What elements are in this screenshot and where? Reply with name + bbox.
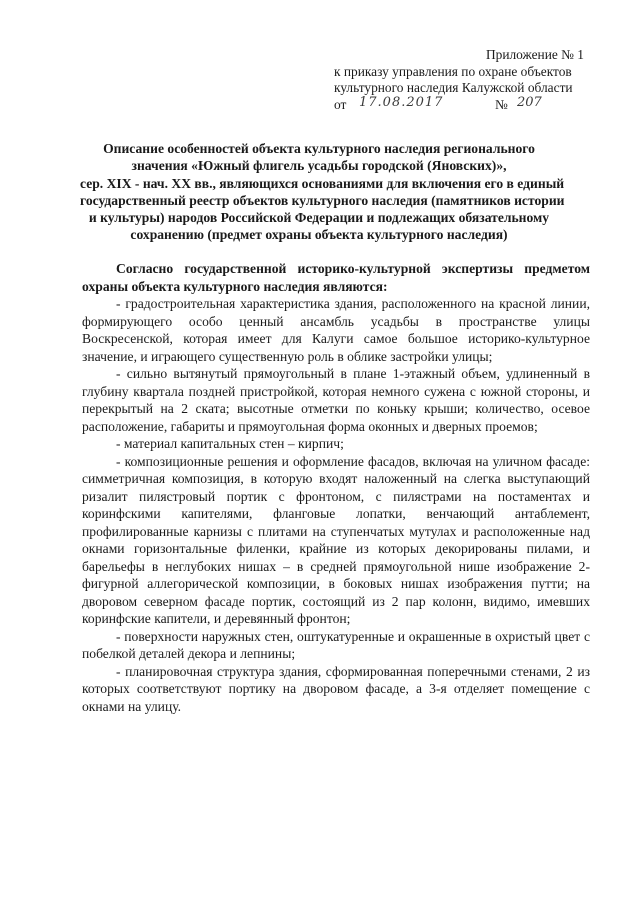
title-line: Описание особенностей объекта культурного наследия регионального xyxy=(103,141,535,156)
number-label: № xyxy=(495,96,508,112)
title-line: государственный реестр объектов культурного наследия (памятников истории xyxy=(80,192,565,208)
title-line: и культуры) народов Российской Федерации и подлежащих обязательному xyxy=(88,210,550,226)
title-line: сер. XIX - нач. XX вв., являющихся основаниями для включения его в единый xyxy=(80,175,565,191)
document-title xyxy=(80,140,565,244)
order-reference-line-1: к приказу управления по охране объектов xyxy=(334,63,572,79)
protection-item: - градостроительная характеристика здания, расположенного на красной линии, формирующего особо ценный ансамбль усадьбы в пространстве улицы Воскресенской, которая имеет для Калуги самое большое историко-культурное значение, и играющего существенную роль в облике застройки улицы; xyxy=(82,296,590,364)
appendix-header xyxy=(334,47,594,114)
appendix-number: Приложение № 1 xyxy=(485,47,584,62)
protection-item: - материал капитальных стен – кирпич; xyxy=(116,436,344,451)
protection-item: - поверхности наружных стен, оштукатуренные и окрашенные в охристый цвет с побелкой деталей декора и лепнины; xyxy=(82,628,590,661)
date-label: от xyxy=(334,96,347,112)
handwritten-number: 207 xyxy=(517,94,542,110)
document-body xyxy=(82,260,590,715)
protection-item: - сильно вытянутый прямоугольный в плане 1-этажный объем, удлиненный в глубину квартала поздней пристройкой, которая немного сужена с южной стороны, и перекрытый на 2 ската; высотные отметки по коньку крыши; количество, осевое расположение, габариты и прямоугольная форма оконных и дверных проемов; xyxy=(82,366,590,434)
protection-item: - композиционные решения и оформление фасадов, включая на уличном фасаде: симметричная композиция, в которую входят наложенный на слегка выступающий ризалит пилястровый портик с фронтоном, с пилястрами на постаментах и коринфскими капителями, фланговые лопатки, венчающий антаблемент, профилированные карнизы с плитами на ступенчатых мутулах и расположенные над окнами горизонтальные филенки, крайние из которых декорированы пилами, и барельефы в неглубоких нишах – в средней прямоугольной нише изображение 2-фигурной аллегорической композиции, в боковых нишах изображения путти; на дворовом северном фасаде портик, состоящий из 2 пар колонн, видимо, имевших коринфские капители, и деревянный фронтон; xyxy=(82,453,590,626)
protection-item: - планировочная структура здания, сформированная поперечными стенами, 2 из которых соответствуют портику на дворовом фасаде, а 3-я отделяет помещение с окнами на улицу. xyxy=(82,663,590,714)
handwritten-date: 17.08.2017 xyxy=(359,94,444,110)
order-date-row xyxy=(334,94,594,114)
title-line: сохранению (предмет охраны объекта культурного наследия) xyxy=(130,227,508,243)
title-line: значения «Южный флигель усадьбы городской (Яновских)», xyxy=(131,158,507,174)
lead-paragraph: Согласно государственной историко-культурной экспертизы предметом охраны объекта культурного наследия являются: xyxy=(82,261,590,294)
order-reference-line-2: культурного наследия Калужской области xyxy=(334,80,573,95)
